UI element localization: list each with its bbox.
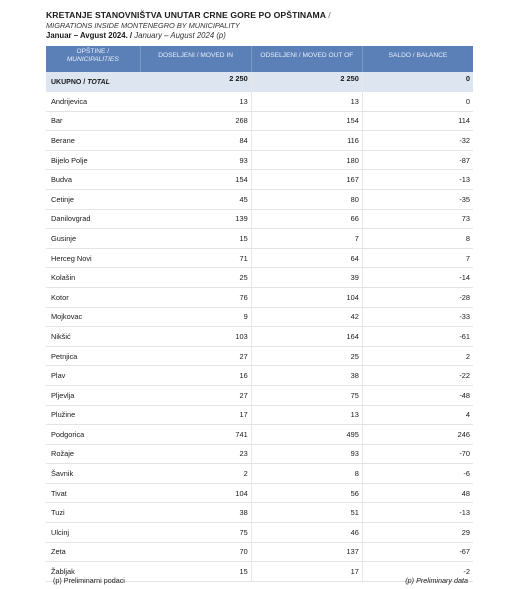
- table-row: [46, 229, 473, 249]
- moved-in-cell: 15: [140, 562, 251, 582]
- municipality-cell: Andrijevica: [46, 92, 140, 111]
- moved-out-cell: 164: [251, 327, 362, 347]
- total-label-en: TOTAL: [87, 78, 110, 86]
- moved-in-cell: 75: [140, 523, 251, 543]
- table-row: [46, 327, 473, 347]
- balance-cell: -13: [362, 503, 473, 523]
- total-moved-in: 2 250: [140, 72, 251, 92]
- table-body: [46, 72, 473, 581]
- moved-in-cell: 139: [140, 209, 251, 229]
- table-row: [46, 346, 473, 366]
- title-separator: /: [328, 10, 331, 20]
- balance-cell: -70: [362, 444, 473, 464]
- table-row: [46, 131, 473, 151]
- municipality-cell: Tuzi: [46, 503, 140, 523]
- balance-cell: 7: [362, 248, 473, 268]
- moved-in-cell: 84: [140, 131, 251, 151]
- moved-out-cell: 51: [251, 503, 362, 523]
- balance-cell: 114: [362, 111, 473, 131]
- table-row: [46, 268, 473, 288]
- table-row: [46, 170, 473, 190]
- moved-out-cell: 56: [251, 483, 362, 503]
- moved-in-cell: 45: [140, 189, 251, 209]
- table-row: [46, 405, 473, 425]
- table-row: [46, 385, 473, 405]
- municipality-cell: Pljevlja: [46, 385, 140, 405]
- header-row: [46, 46, 473, 72]
- title-local: KRETANJE STANOVNIŠTVA UNUTAR CRNE GORE PO OPŠTINAMA: [46, 10, 326, 20]
- balance-cell: -33: [362, 307, 473, 327]
- moved-in-cell: 9: [140, 307, 251, 327]
- balance-cell: -28: [362, 287, 473, 307]
- table-row: [46, 150, 473, 170]
- moved-out-cell: 93: [251, 444, 362, 464]
- moved-in-cell: 27: [140, 346, 251, 366]
- municipality-cell: Rožaje: [46, 444, 140, 464]
- table-row: [46, 464, 473, 484]
- moved-in-cell: 76: [140, 287, 251, 307]
- col-moved-out-label: ODSELJENI / MOVED OUT OF: [260, 52, 354, 59]
- municipality-cell: Žabljak: [46, 562, 140, 582]
- moved-in-cell: 38: [140, 503, 251, 523]
- balance-cell: -61: [362, 327, 473, 347]
- table-header-block: [46, 10, 486, 41]
- table-row: [46, 483, 473, 503]
- balance-cell: -2: [362, 562, 473, 582]
- table-period: [46, 31, 486, 41]
- table-head: [46, 46, 473, 72]
- moved-in-cell: 93: [140, 150, 251, 170]
- municipality-cell: Budva: [46, 170, 140, 190]
- moved-out-cell: 75: [251, 385, 362, 405]
- balance-cell: -32: [362, 131, 473, 151]
- balance-cell: 8: [362, 229, 473, 249]
- moved-out-cell: 64: [251, 248, 362, 268]
- col-moved-in-header: [140, 46, 251, 72]
- municipality-cell: Kotor: [46, 287, 140, 307]
- moved-in-cell: 23: [140, 444, 251, 464]
- migration-table: [46, 46, 473, 582]
- balance-cell: -14: [362, 268, 473, 288]
- table-row: [46, 209, 473, 229]
- total-balance: 0: [362, 72, 473, 92]
- table-row: [46, 542, 473, 562]
- municipality-cell: Plav: [46, 366, 140, 386]
- balance-cell: -87: [362, 150, 473, 170]
- balance-cell: 48: [362, 483, 473, 503]
- total-label: [46, 72, 140, 92]
- municipality-cell: Bar: [46, 111, 140, 131]
- municipality-cell: Zeta: [46, 542, 140, 562]
- moved-in-cell: 104: [140, 483, 251, 503]
- moved-out-cell: 116: [251, 131, 362, 151]
- municipality-cell: Šavnik: [46, 464, 140, 484]
- moved-in-cell: 27: [140, 385, 251, 405]
- balance-cell: 2: [362, 346, 473, 366]
- balance-cell: 0: [362, 92, 473, 111]
- moved-in-cell: 268: [140, 111, 251, 131]
- table-row: [46, 444, 473, 464]
- moved-in-cell: 103: [140, 327, 251, 347]
- municipality-cell: Plužine: [46, 405, 140, 425]
- municipality-cell: Bijelo Polje: [46, 150, 140, 170]
- table-row: [46, 248, 473, 268]
- moved-out-cell: 167: [251, 170, 362, 190]
- municipality-cell: Herceg Novi: [46, 248, 140, 268]
- municipality-cell: Mojkovac: [46, 307, 140, 327]
- moved-out-cell: 46: [251, 523, 362, 543]
- period-local: Januar – Avgust 2024. /: [46, 31, 133, 40]
- moved-out-cell: 80: [251, 189, 362, 209]
- municipality-cell: Tivat: [46, 483, 140, 503]
- moved-out-cell: 8: [251, 464, 362, 484]
- moved-in-cell: 13: [140, 92, 251, 111]
- municipality-cell: Nikšić: [46, 327, 140, 347]
- table-title: [46, 10, 486, 21]
- moved-out-cell: 38: [251, 366, 362, 386]
- moved-in-cell: 2: [140, 464, 251, 484]
- moved-out-cell: 25: [251, 346, 362, 366]
- moved-out-cell: 13: [251, 92, 362, 111]
- moved-in-cell: 25: [140, 268, 251, 288]
- municipality-cell: Ulcinj: [46, 523, 140, 543]
- moved-out-cell: 7: [251, 229, 362, 249]
- moved-out-cell: 66: [251, 209, 362, 229]
- total-label-local: UKUPNO /: [51, 78, 86, 86]
- footnote-english: [405, 576, 468, 585]
- municipality-cell: Gusinje: [46, 229, 140, 249]
- moved-in-cell: 16: [140, 366, 251, 386]
- table-row: [46, 92, 473, 111]
- municipality-cell: Berane: [46, 131, 140, 151]
- municipality-cell: Danilovgrad: [46, 209, 140, 229]
- table-subtitle: MIGRATIONS INSIDE MONTENEGRO BY MUNICIPALITY: [46, 21, 240, 30]
- table-row: [46, 425, 473, 445]
- balance-cell: 73: [362, 209, 473, 229]
- balance-cell: -35: [362, 189, 473, 209]
- balance-cell: 29: [362, 523, 473, 543]
- moved-out-cell: 180: [251, 150, 362, 170]
- period-english: January – August 2024 (p): [134, 31, 226, 40]
- moved-out-cell: 104: [251, 287, 362, 307]
- balance-cell: 4: [362, 405, 473, 425]
- balance-cell: -67: [362, 542, 473, 562]
- municipality-cell: Petnjica: [46, 346, 140, 366]
- moved-in-cell: 15: [140, 229, 251, 249]
- moved-out-cell: 42: [251, 307, 362, 327]
- table-row: [46, 523, 473, 543]
- table-row: [46, 287, 473, 307]
- col-municipality-label-en: MUNICIPALITIES: [66, 56, 119, 63]
- balance-cell: -48: [362, 385, 473, 405]
- moved-out-cell: 17: [251, 562, 362, 582]
- balance-cell: -22: [362, 366, 473, 386]
- col-balance-label: SALDO / BALANCE: [388, 52, 448, 59]
- moved-in-cell: 71: [140, 248, 251, 268]
- col-municipality-header: [46, 46, 140, 72]
- moved-out-cell: 137: [251, 542, 362, 562]
- table-row: [46, 503, 473, 523]
- moved-out-cell: 495: [251, 425, 362, 445]
- col-moved-in-label: DOSELJENI / MOVED IN: [158, 52, 233, 59]
- table-row: [46, 111, 473, 131]
- col-municipality-label: OPŠTINE /: [76, 48, 110, 55]
- balance-cell: 246: [362, 425, 473, 445]
- moved-in-cell: 741: [140, 425, 251, 445]
- table-row: [46, 366, 473, 386]
- moved-out-cell: 39: [251, 268, 362, 288]
- municipality-cell: Cetinje: [46, 189, 140, 209]
- table-row: [46, 307, 473, 327]
- col-moved-out-header: [251, 46, 362, 72]
- moved-out-cell: 13: [251, 405, 362, 425]
- balance-cell: -13: [362, 170, 473, 190]
- balance-cell: -6: [362, 464, 473, 484]
- municipality-cell: Kolašin: [46, 268, 140, 288]
- moved-out-cell: 154: [251, 111, 362, 131]
- total-moved-out: 2 250: [251, 72, 362, 92]
- footnote-english-text: (p) Preliminary data: [405, 576, 468, 585]
- moved-in-cell: 154: [140, 170, 251, 190]
- total-row: [46, 72, 473, 92]
- table-row: [46, 189, 473, 209]
- col-balance-header: [362, 46, 473, 72]
- moved-in-cell: 70: [140, 542, 251, 562]
- municipality-cell: Podgorica: [46, 425, 140, 445]
- footnote-local: (p) Preliminarni podaci: [53, 576, 125, 585]
- moved-in-cell: 17: [140, 405, 251, 425]
